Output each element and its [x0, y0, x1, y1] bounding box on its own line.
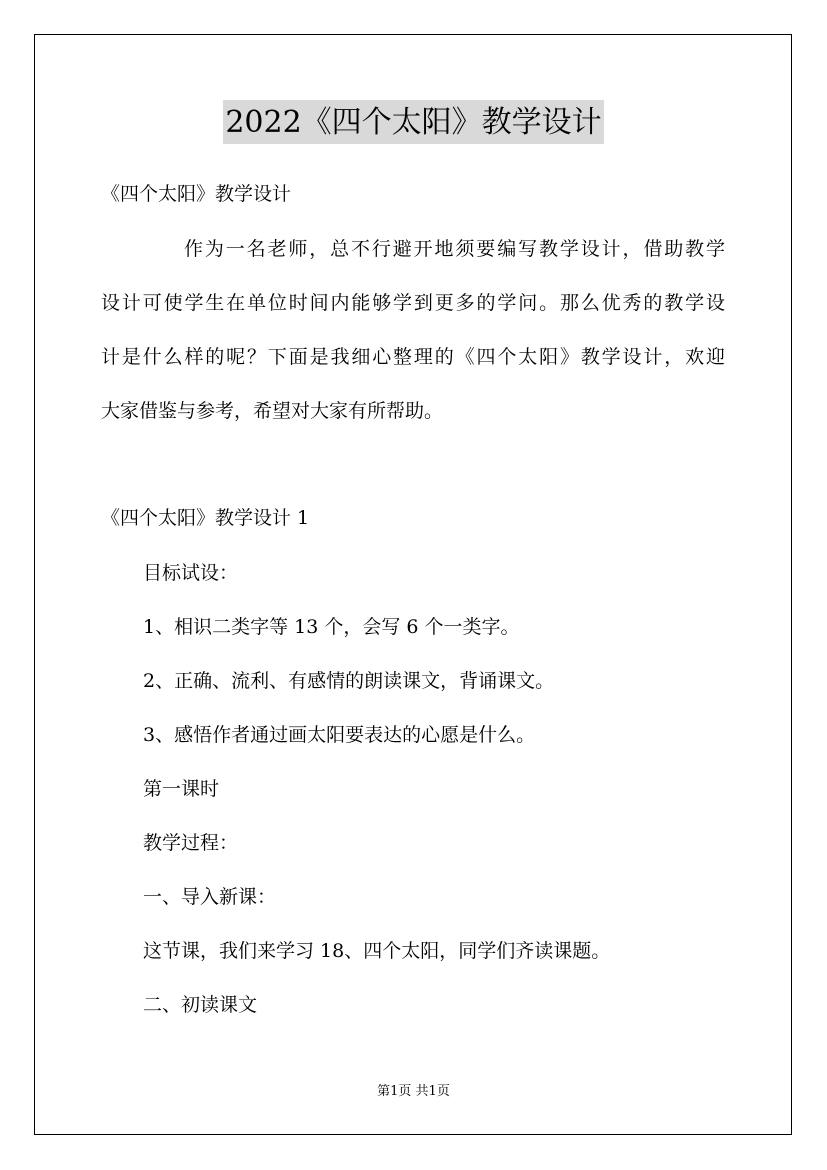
list-item: 1、相识二类字等 13 个，会写 6 个一类字。	[143, 616, 520, 638]
intro-line-3: 计是什么样的呢？下面是我细心整理的《四个太阳》教学设计，欢迎	[101, 346, 725, 368]
section-title: 《四个太阳》教学设计 1	[101, 507, 310, 529]
list-item: 3、感悟作者通过画太阳要表达的心愿是什么。	[143, 724, 536, 746]
title-container	[0, 100, 827, 144]
list-item: 一、导入新课：	[143, 886, 277, 908]
intro-line-1: 作为一名老师，总不行避开地须要编写教学设计，借助教学	[184, 238, 725, 260]
list-item: 这节课，我们来学习 18、四个太阳，同学们齐读课题。	[143, 940, 611, 962]
intro-line-4: 大家借鉴与参考，希望对大家有所帮助。	[101, 400, 444, 422]
intro-line-2: 设计可使学生在单位时间内能够学到更多的学问。那么优秀的教学设	[101, 292, 725, 314]
document-subtitle: 《四个太阳》教学设计	[101, 183, 292, 205]
list-item: 二、初读课文	[143, 994, 258, 1016]
list-item: 目标试设：	[143, 562, 239, 584]
page-footer: 第1页 共1页	[377, 1084, 450, 1099]
list-item: 2、正确、流利、有感情的朗读课文，背诵课文。	[143, 670, 555, 692]
document-title: 2022《四个太阳》教学设计	[223, 100, 603, 144]
list-item: 第一课时	[143, 778, 220, 800]
list-item: 教学过程：	[143, 832, 239, 854]
